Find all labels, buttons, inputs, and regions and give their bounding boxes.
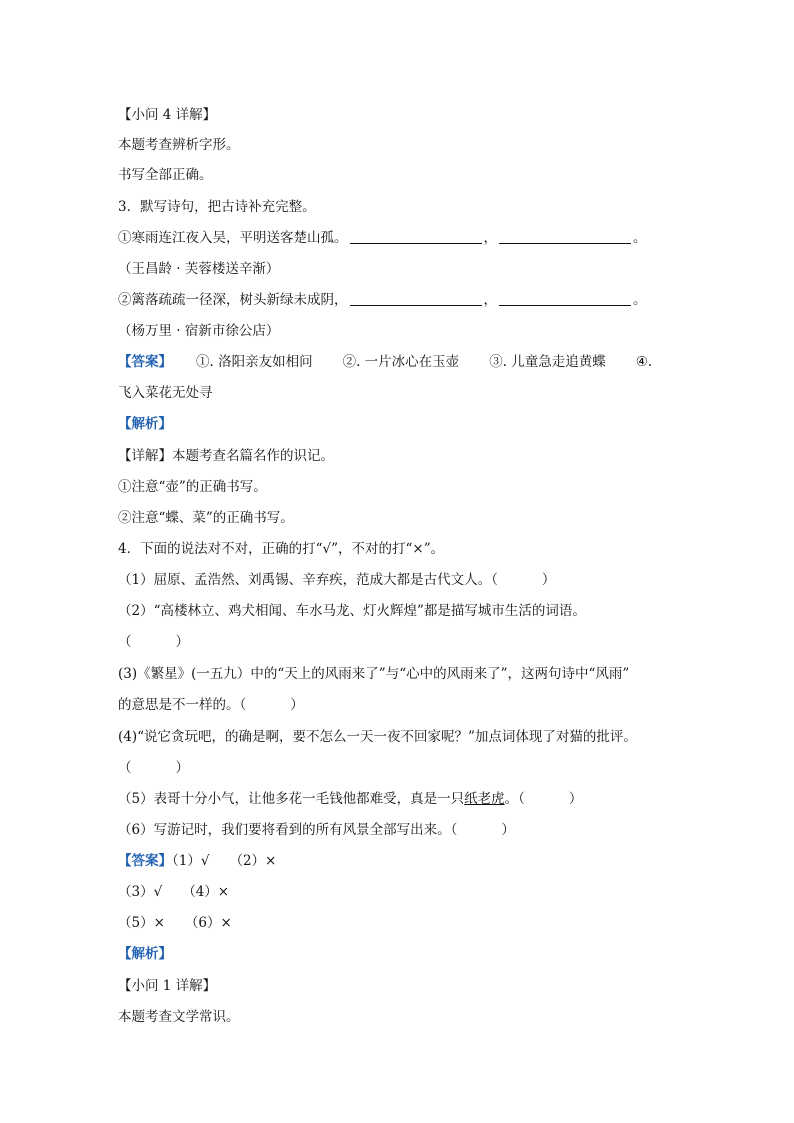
blank-2[interactable] bbox=[499, 229, 631, 244]
q4-sub1-header: 【小问 1 详解】 bbox=[118, 978, 217, 994]
q4-statement-6: （6）写游记时，我们要将看到的所有风景全部写出来。（ ） bbox=[118, 822, 515, 838]
q4-sub1-text: 本题考查文学常识。 bbox=[118, 1009, 240, 1025]
blank-4[interactable] bbox=[499, 291, 631, 306]
q3-poem-1-source: （王昌龄 · 芙蓉楼送辛渐） bbox=[118, 261, 280, 277]
section-4-text-1: 本题考查辨析字形。 bbox=[118, 137, 240, 153]
q4-statement-4-paren: （ ） bbox=[118, 760, 189, 776]
answer-label: 【答案】 bbox=[118, 853, 172, 869]
section-4-text-2: 书写全部正确。 bbox=[118, 167, 213, 183]
blank-1[interactable] bbox=[350, 229, 482, 244]
q4-answer-row-3: （5）× （6）× bbox=[118, 915, 232, 931]
q3-poem-1: ①寒雨连江夜入吴，平明送客楚山孤。 ， 。 bbox=[118, 230, 647, 246]
q4-statement-5: （5）表哥十分小气，让他多花一毛钱他都难受，真是一只纸老虎。（ ） bbox=[118, 791, 583, 807]
blank-3[interactable] bbox=[350, 291, 482, 306]
q4-statement-3-cont: 的意思是不一样的。（ ） bbox=[118, 697, 304, 713]
q4-answer-row-1: 【答案】（1）√ （2）× bbox=[118, 853, 277, 869]
q3-title: 3．默写诗句，把古诗补充完整。 bbox=[118, 199, 316, 215]
q4-statement-2-paren: （ ） bbox=[118, 634, 189, 650]
q3-answer-cont: 飞入菜花无处寻 bbox=[118, 385, 213, 401]
q3-answer: 【答案】 ①. 洛阳亲友如相问 ②. 一片冰心在玉壶 ③. 儿童急走追黄蝶 ④. bbox=[118, 354, 653, 370]
underlined-phrase: 纸老虎 bbox=[464, 791, 505, 807]
section-4-header: 【小问 4 详解】 bbox=[118, 107, 217, 123]
q3-detail: 【详解】本题考查名篇名作的识记。 bbox=[118, 448, 334, 464]
q4-title: 4．下面的说法对不对，正确的打“√”，不对的打“×”。 bbox=[118, 541, 445, 557]
q3-poem-2: ②篱落疏疏一径深，树头新绿未成阴， ， 。 bbox=[118, 292, 647, 308]
q3-poem-2-source: （杨万里 · 宿新市徐公店） bbox=[118, 323, 280, 339]
q3-analysis-label: 【解析】 bbox=[118, 416, 172, 432]
q4-statement-2: （2）“高楼林立、鸡犬相闻、车水马龙、灯火辉煌”都是描写城市生活的词语。 bbox=[118, 603, 586, 619]
q4-statement-1: （1）屈原、孟浩然、刘禹锡、辛弃疾，范成大都是古代文人。（ ） bbox=[118, 572, 556, 588]
answer-label: 【答案】 bbox=[118, 354, 172, 370]
q3-note-1: ①注意“壶”的正确书写。 bbox=[118, 479, 267, 495]
q3-note-2: ②注意“蝶、菜”的正确书写。 bbox=[118, 510, 294, 526]
q4-statement-3: (3)《繁星》(一五九）中的“天上的风雨来了”与“心中的风雨来了”，这两句诗中“风雨” bbox=[118, 666, 630, 682]
q4-statement-4: (4)“说它贪玩吧，的确是啊，要不怎么一天一夜不回家呢？”加点词体现了对猫的批评。 bbox=[118, 729, 637, 745]
q4-analysis-label: 【解析】 bbox=[118, 946, 172, 962]
q4-answer-row-2: （3）√ （4）× bbox=[118, 884, 230, 900]
